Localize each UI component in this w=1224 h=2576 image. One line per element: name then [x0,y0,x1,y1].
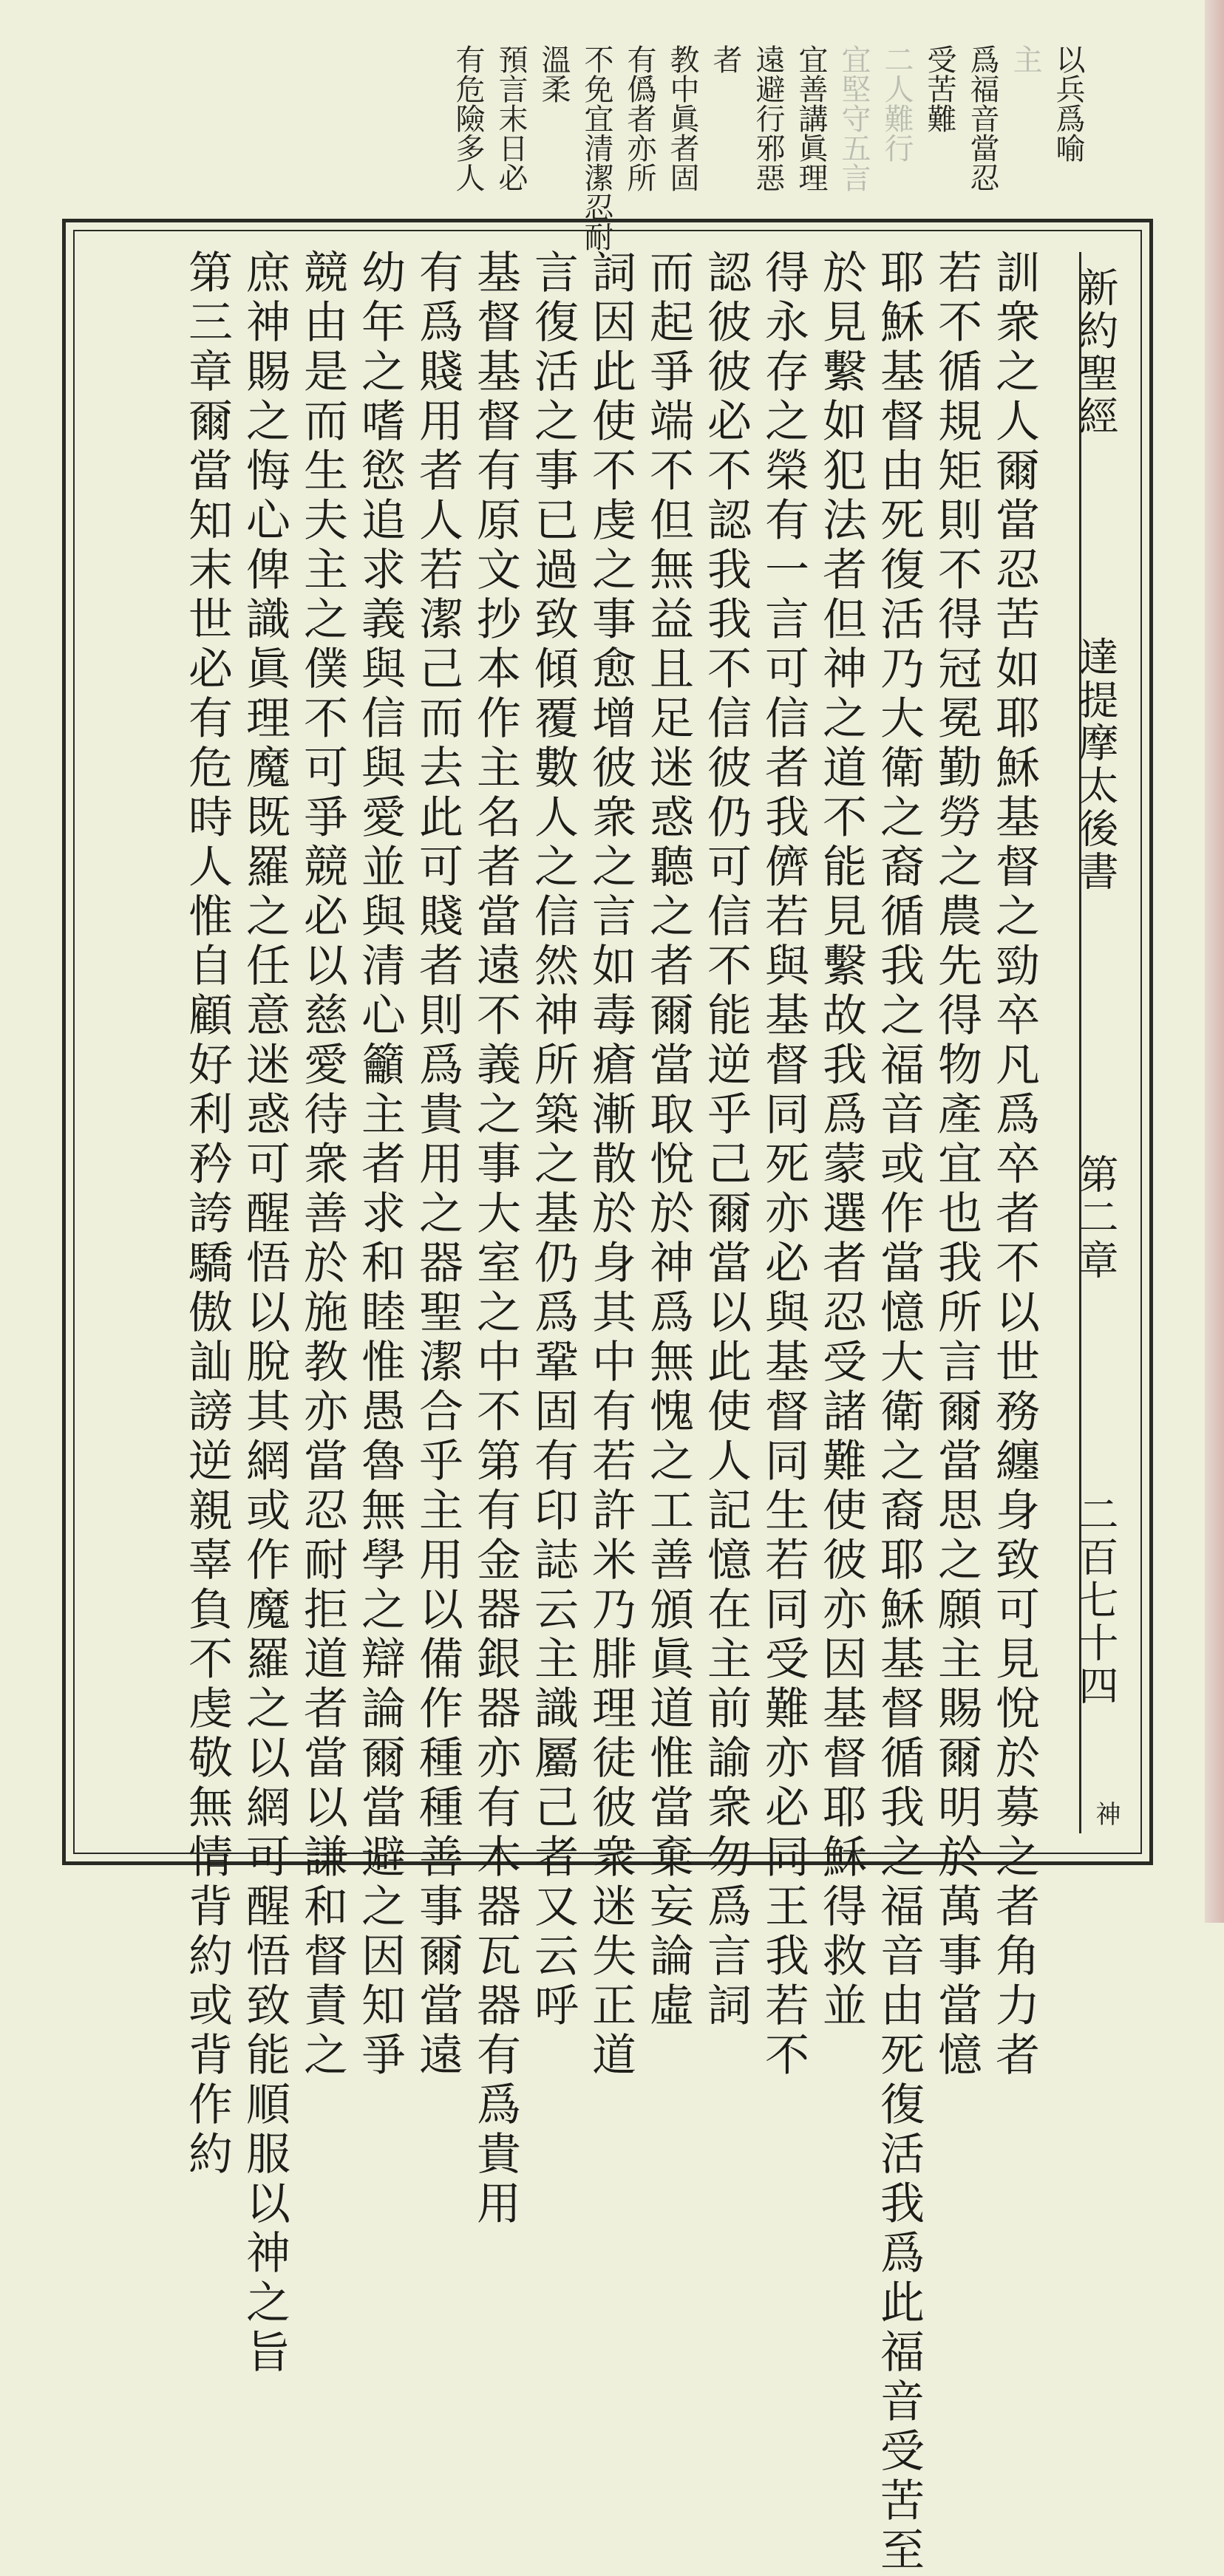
text-column: 庶神賜之悔心俾識眞理魔既羅之任意迷惑可醒悟以脫其網或作魔羅之以網可醒悟致能順服以神之旨 [239,249,290,2378]
margin-note: 爲福音當忍 [965,44,999,192]
text-column: 訓衆之人爾當忍苦如耶穌基督之勁卒凡爲卒者不以世務纏身致可見悅於募之者角力者 [988,249,1040,2081]
margin-note: 主 [1008,44,1042,74]
text-column: 言復活之事已過致傾覆數人之信然神所築之基仍爲鞏固有印誌云主識屬己者又云呼 [527,249,579,2031]
book-title: 新約聖經 [1072,267,1119,438]
text-column: 若不循規矩則不得冠冕勤勞之農先得物產宜也我所言爾當思之願主賜爾明於萬事當憶 [931,249,982,2081]
text-column: 得永存之榮有一言可信者我儕若與基督同死亦必與基督同生若同受難亦必同王我若不 [758,249,809,2081]
chapter-label: 第二章 [1072,1154,1119,1282]
margin-note: 遠避行邪惡 [751,44,785,192]
text-column: 競由是而生夫主之僕不可爭競必以慈愛待衆善於施教亦當忍耐拒道者當以謙和督責之 [296,249,348,2081]
margin-note: 有僞者亦所 [622,44,656,192]
text-column: 認彼彼必不認我我不信彼仍可信不能逆乎己爾當以此使人記憶在主前諭衆勿爲言詞 [700,249,752,2031]
text-frame [62,219,1153,2576]
margin-note: 宜善講眞理 [794,44,828,192]
page-number: 二百七十四 [1072,1493,1119,1708]
margin-note: 溫柔 [537,44,571,103]
margin-note: 受苦難 [922,44,956,133]
text-column: 第三章爾當知末世必有危時人惟自顧好利矜誇驕傲訕謗逆親辜負不虔敬無情背約或背作約 [181,249,233,2180]
margin-note: 以兵爲喻 [1051,44,1085,163]
text-column: 基督基督有原文抄本作主名者當遠不義之事大室之中不第有金器銀器亦有木器瓦器有爲貴用 [469,249,521,2229]
running-header [1072,252,1129,1833]
margin-note: 宜堅守五言 [837,44,871,192]
margin-note: 有危險多人 [451,44,485,192]
scripture-body [82,249,1043,2576]
margin-note: 教中眞者固 [665,44,699,192]
text-column: 而起爭端不但無益且足迷惑聽之者爾當取悅於神爲無愧之工善頒眞道惟當棄妄論虛 [642,249,694,2031]
text-column: 詞因此使不虔之事愈增彼衆之言如毒瘡漸散於身其中有若許米乃腓理徒彼衆迷失正道 [585,249,636,2081]
text-column: 有爲賤用者人若潔己而去此可賤者則爲貴用之器聖潔合乎主用以備作種種善事爾當遠 [412,249,463,2081]
text-column: 耶穌基督由死復活乃大衛之裔循我之福音或作當憶大衛之裔耶穌基督循我之福音由死復活我爲此福音受苦至 [873,249,925,2576]
margin-note: 不免宜清潔忍耐 [579,44,613,251]
epistle-title: 達提摩太後書 [1072,636,1119,893]
margin-note: 二人難行 [880,44,914,163]
margin-note: 者 [708,44,742,74]
top-margin-notes [67,44,1087,251]
text-column: 於見繫如犯法者但神之道不能見繫故我爲蒙選者忍受諸難使彼亦因基督耶穌得救並 [815,249,867,2031]
margin-note: 預言末日必 [494,44,528,192]
corner-mark: 神 [1091,1801,1121,1829]
text-column: 幼年之嗜慾追求義與信與愛並與清心籲主者求和睦惟愚魯無學之辯論爾當避之因知爭 [354,249,406,2081]
page-edge [1205,0,1224,1923]
